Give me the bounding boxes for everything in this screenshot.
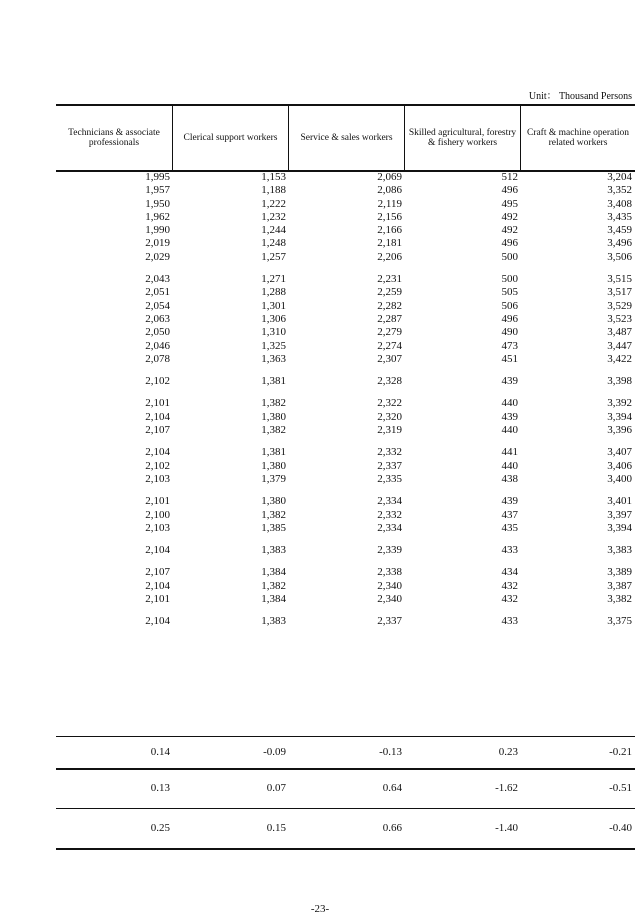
change-cell: -1.62 bbox=[495, 782, 518, 794]
data-table-header bbox=[56, 104, 635, 172]
rule-1 bbox=[56, 736, 635, 737]
change-cell: -0.51 bbox=[609, 782, 632, 794]
table-cell: 3,406 bbox=[607, 459, 632, 472]
table-cell: 2,104 bbox=[145, 579, 170, 592]
table-row bbox=[56, 397, 635, 410]
table-cell: 3,375 bbox=[607, 615, 632, 628]
table-cell: 1,379 bbox=[261, 472, 286, 485]
table-cell: 1,383 bbox=[261, 615, 286, 628]
table-cell: 3,459 bbox=[607, 224, 632, 237]
table-cell: 1,153 bbox=[261, 171, 286, 183]
table-cell: 1,271 bbox=[261, 273, 286, 286]
table-cell: 2,054 bbox=[145, 299, 170, 312]
table-cell: 496 bbox=[501, 312, 518, 325]
table-row bbox=[56, 615, 635, 628]
change-row bbox=[56, 821, 635, 835]
table-cell: 2,104 bbox=[145, 615, 170, 628]
table-cell: 2,334 bbox=[377, 495, 402, 508]
change-cell: -0.21 bbox=[609, 746, 632, 758]
table-cell: 3,517 bbox=[607, 286, 632, 299]
change-cell: -1.40 bbox=[495, 822, 518, 834]
table-row bbox=[56, 300, 635, 313]
table-cell: 1,995 bbox=[145, 171, 170, 183]
table-cell: 1,257 bbox=[261, 250, 286, 263]
table-cell: 2,287 bbox=[377, 312, 402, 325]
table-cell: 3,352 bbox=[607, 184, 632, 197]
table-cell: 2,334 bbox=[377, 521, 402, 534]
table-cell: 3,398 bbox=[607, 375, 632, 388]
table-row bbox=[56, 509, 635, 522]
change-cell: 0.14 bbox=[150, 746, 170, 758]
table-cell: 440 bbox=[501, 424, 518, 437]
col-header-clerical: Clerical support workers bbox=[173, 106, 289, 170]
table-cell: 3,487 bbox=[607, 326, 632, 339]
table-cell: 2,119 bbox=[377, 197, 402, 210]
col-header-agricultural: Skilled agricultural, forestry & fishery workers bbox=[405, 106, 521, 170]
table-cell: 495 bbox=[501, 197, 518, 210]
rule-3 bbox=[56, 808, 635, 809]
table-cell: 2,279 bbox=[377, 326, 402, 339]
table-row bbox=[56, 171, 635, 184]
table-row bbox=[56, 424, 635, 437]
table-cell: 1,382 bbox=[261, 424, 286, 437]
table-cell: 1,381 bbox=[261, 446, 286, 459]
table-cell: 2,102 bbox=[145, 375, 170, 388]
table-row bbox=[56, 411, 635, 424]
table-cell: 3,496 bbox=[607, 237, 632, 250]
table-row bbox=[56, 313, 635, 326]
change-cell: -0.40 bbox=[609, 822, 632, 834]
table-cell: 2,107 bbox=[145, 424, 170, 437]
table-cell: 1,383 bbox=[261, 544, 286, 557]
table-cell: 2,337 bbox=[377, 615, 402, 628]
table-cell: 2,332 bbox=[377, 508, 402, 521]
table-cell: 2,046 bbox=[145, 339, 170, 352]
change-cell: -0.09 bbox=[263, 746, 286, 758]
table-cell: 2,078 bbox=[145, 352, 170, 365]
table-row bbox=[56, 237, 635, 250]
table-cell: 3,422 bbox=[607, 352, 632, 365]
table-row bbox=[56, 198, 635, 211]
table-cell: 496 bbox=[501, 184, 518, 197]
table-cell: 2,051 bbox=[145, 286, 170, 299]
table-cell: 439 bbox=[501, 410, 518, 423]
table-cell: 1,957 bbox=[145, 184, 170, 197]
page-number: -23- bbox=[310, 903, 330, 915]
table-cell: 1,382 bbox=[261, 508, 286, 521]
table-row bbox=[56, 340, 635, 353]
table-cell: 3,394 bbox=[607, 521, 632, 534]
table-cell: 2,029 bbox=[145, 250, 170, 263]
table-cell: 3,529 bbox=[607, 299, 632, 312]
table-cell: 432 bbox=[501, 593, 518, 606]
table-cell: 1,381 bbox=[261, 375, 286, 388]
table-cell: 2,101 bbox=[145, 397, 170, 410]
table-cell: 439 bbox=[501, 375, 518, 388]
table-cell: 500 bbox=[501, 273, 518, 286]
table-cell: 2,181 bbox=[377, 237, 402, 250]
table-cell: 2,156 bbox=[377, 210, 402, 223]
table-cell: 1,384 bbox=[261, 593, 286, 606]
table-cell: 506 bbox=[501, 299, 518, 312]
table-cell: 1,301 bbox=[261, 299, 286, 312]
table-cell: 1,990 bbox=[145, 224, 170, 237]
change-cell: 0.66 bbox=[382, 822, 402, 834]
table-cell: 3,382 bbox=[607, 593, 632, 606]
table-cell: 438 bbox=[501, 472, 518, 485]
table-cell: 1,384 bbox=[261, 566, 286, 579]
table-cell: 3,397 bbox=[607, 508, 632, 521]
table-row bbox=[56, 566, 635, 579]
table-cell: 1,248 bbox=[261, 237, 286, 250]
table-cell: 1,222 bbox=[261, 197, 286, 210]
unit-label: Unit： Thousand Persons bbox=[528, 91, 632, 102]
table-row bbox=[56, 353, 635, 366]
table-cell: 3,400 bbox=[607, 472, 632, 485]
table-cell: 2,104 bbox=[145, 446, 170, 459]
table-cell: 1,188 bbox=[261, 184, 286, 197]
table-cell: 496 bbox=[501, 237, 518, 250]
table-cell: 1,382 bbox=[261, 397, 286, 410]
table-bottom-rule bbox=[56, 848, 635, 850]
table-cell: 2,340 bbox=[377, 593, 402, 606]
table-cell: 1,232 bbox=[261, 210, 286, 223]
table-cell: 3,392 bbox=[607, 397, 632, 410]
table-cell: 2,104 bbox=[145, 544, 170, 557]
table-cell: 2,307 bbox=[377, 352, 402, 365]
table-cell: 2,069 bbox=[377, 171, 402, 183]
table-cell: 3,401 bbox=[607, 495, 632, 508]
table-cell: 1,310 bbox=[261, 326, 286, 339]
table-cell: 1,380 bbox=[261, 459, 286, 472]
table-cell: 3,383 bbox=[607, 544, 632, 557]
table-cell: 2,101 bbox=[145, 495, 170, 508]
table-cell: 1,385 bbox=[261, 521, 286, 534]
table-cell: 2,103 bbox=[145, 472, 170, 485]
table-row bbox=[56, 522, 635, 535]
table-cell: 2,282 bbox=[377, 299, 402, 312]
table-cell: 505 bbox=[501, 286, 518, 299]
table-row bbox=[56, 286, 635, 299]
table-cell: 2,274 bbox=[377, 339, 402, 352]
table-cell: 2,063 bbox=[145, 312, 170, 325]
change-cell: -0.13 bbox=[379, 746, 402, 758]
table-cell: 1,244 bbox=[261, 224, 286, 237]
table-cell: 2,104 bbox=[145, 410, 170, 423]
table-cell: 2,086 bbox=[377, 184, 402, 197]
table-cell: 500 bbox=[501, 250, 518, 263]
table-cell: 1,382 bbox=[261, 579, 286, 592]
change-row-1 bbox=[56, 745, 635, 759]
table-cell: 1,325 bbox=[261, 339, 286, 352]
change-cell: 0.07 bbox=[266, 782, 286, 794]
table-row bbox=[56, 251, 635, 264]
table-cell: 1,380 bbox=[261, 410, 286, 423]
table-cell: 3,447 bbox=[607, 339, 632, 352]
table-cell: 512 bbox=[501, 171, 518, 183]
table-cell: 1,962 bbox=[145, 210, 170, 223]
table-cell: 439 bbox=[501, 495, 518, 508]
table-cell: 2,335 bbox=[377, 472, 402, 485]
table-cell: 440 bbox=[501, 459, 518, 472]
table-cell: 473 bbox=[501, 339, 518, 352]
table-cell: 2,103 bbox=[145, 521, 170, 534]
table-cell: 2,166 bbox=[377, 224, 402, 237]
table-cell: 2,337 bbox=[377, 459, 402, 472]
table-cell: 2,019 bbox=[145, 237, 170, 250]
header-row bbox=[56, 106, 635, 172]
table-cell: 1,950 bbox=[145, 197, 170, 210]
table-cell: 2,101 bbox=[145, 593, 170, 606]
col-header-service-sales: Service & sales workers bbox=[289, 106, 405, 170]
change-row-3 bbox=[56, 821, 635, 835]
table-cell: 3,389 bbox=[607, 566, 632, 579]
table-row bbox=[56, 473, 635, 486]
table-cell: 2,259 bbox=[377, 286, 402, 299]
table-cell: 2,328 bbox=[377, 375, 402, 388]
table-cell: 3,506 bbox=[607, 250, 632, 263]
table-cell: 3,515 bbox=[607, 273, 632, 286]
table-cell: 1,288 bbox=[261, 286, 286, 299]
table-cell: 2,339 bbox=[377, 544, 402, 557]
table-cell: 3,394 bbox=[607, 410, 632, 423]
table-cell: 490 bbox=[501, 326, 518, 339]
table-cell: 2,050 bbox=[145, 326, 170, 339]
table-cell: 2,043 bbox=[145, 273, 170, 286]
table-cell: 435 bbox=[501, 521, 518, 534]
table-cell: 2,338 bbox=[377, 566, 402, 579]
table-cell: 434 bbox=[501, 566, 518, 579]
table-cell: 437 bbox=[501, 508, 518, 521]
table-cell: 441 bbox=[501, 446, 518, 459]
table-row bbox=[56, 224, 635, 237]
rule-2 bbox=[56, 768, 635, 770]
col-header-technicians: Technicians & associate professionals bbox=[56, 106, 173, 170]
change-row-2 bbox=[56, 781, 635, 795]
table-body bbox=[56, 171, 635, 629]
table-cell: 433 bbox=[501, 615, 518, 628]
table-row bbox=[56, 580, 635, 593]
col-header-craft-machine: Craft & machine operation related workers bbox=[526, 127, 630, 148]
table-cell: 3,396 bbox=[607, 424, 632, 437]
table-cell: 2,100 bbox=[145, 508, 170, 521]
table-cell: 2,322 bbox=[377, 397, 402, 410]
table-cell: 1,380 bbox=[261, 495, 286, 508]
table-row bbox=[56, 544, 635, 557]
table-cell: 2,206 bbox=[377, 250, 402, 263]
table-cell: 3,523 bbox=[607, 312, 632, 325]
table-cell: 1,363 bbox=[261, 352, 286, 365]
table-cell: 2,340 bbox=[377, 579, 402, 592]
table-row bbox=[56, 460, 635, 473]
table-cell: 440 bbox=[501, 397, 518, 410]
change-cell: 0.15 bbox=[266, 822, 286, 834]
table-cell: 492 bbox=[501, 224, 518, 237]
table-cell: 451 bbox=[501, 352, 518, 365]
table-row bbox=[56, 446, 635, 459]
table-row bbox=[56, 326, 635, 339]
change-cell: 0.23 bbox=[498, 746, 518, 758]
table-cell: 492 bbox=[501, 210, 518, 223]
change-row bbox=[56, 745, 635, 759]
table-cell: 3,204 bbox=[607, 171, 632, 183]
table-cell: 3,407 bbox=[607, 446, 632, 459]
table-cell: 2,320 bbox=[377, 410, 402, 423]
table-cell: 2,231 bbox=[377, 273, 402, 286]
table-row bbox=[56, 375, 635, 388]
table-row bbox=[56, 211, 635, 224]
table-cell: 2,107 bbox=[145, 566, 170, 579]
change-row bbox=[56, 781, 635, 795]
table-cell: 3,408 bbox=[607, 197, 632, 210]
table-row bbox=[56, 184, 635, 197]
table-cell: 2,319 bbox=[377, 424, 402, 437]
table-cell: 2,102 bbox=[145, 459, 170, 472]
table-cell: 1,306 bbox=[261, 312, 286, 325]
table-row bbox=[56, 593, 635, 606]
change-cell: 0.25 bbox=[150, 822, 170, 834]
table-cell: 3,387 bbox=[607, 579, 632, 592]
table-cell: 433 bbox=[501, 544, 518, 557]
table-cell: 432 bbox=[501, 579, 518, 592]
table-row bbox=[56, 495, 635, 508]
table-cell: 2,332 bbox=[377, 446, 402, 459]
table-cell: 3,435 bbox=[607, 210, 632, 223]
change-cell: 0.64 bbox=[382, 782, 402, 794]
change-cell: 0.13 bbox=[150, 782, 170, 794]
table-row bbox=[56, 273, 635, 286]
